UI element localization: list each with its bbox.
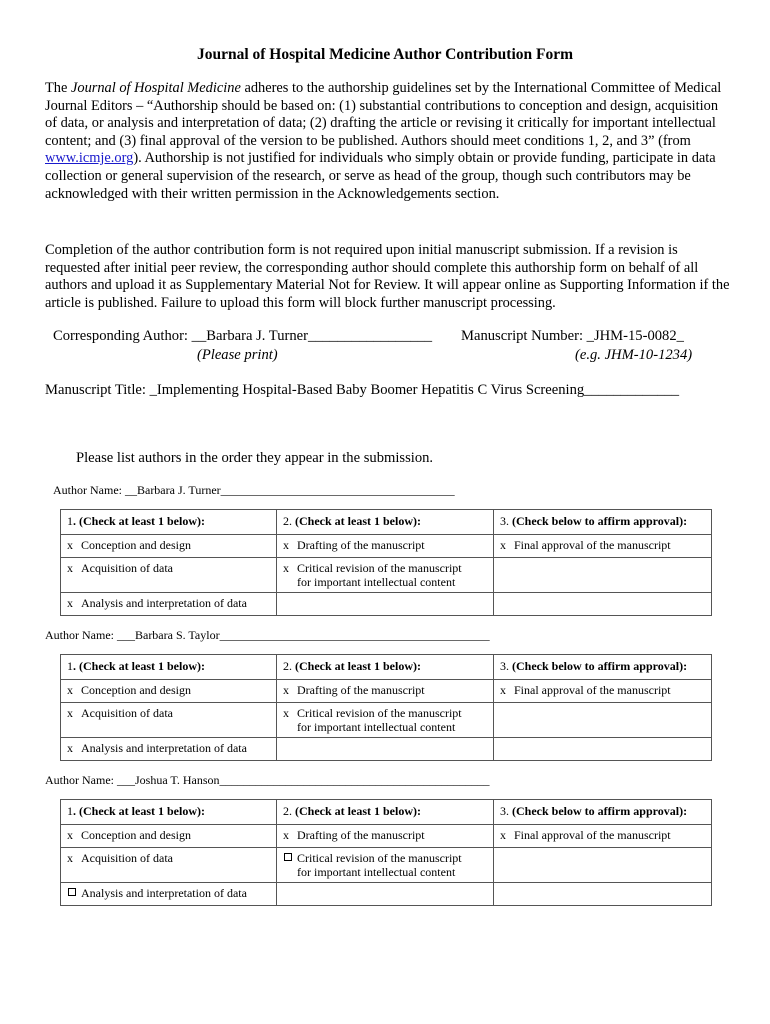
conception-label: Conception and design bbox=[81, 828, 191, 842]
conception-mark[interactable]: x bbox=[67, 828, 73, 842]
corresponding-author-line bbox=[53, 328, 432, 345]
final-approval-label: Final approval of the manuscript bbox=[514, 683, 671, 697]
please-print-hint: (Please print) bbox=[197, 347, 278, 363]
table-row bbox=[61, 558, 712, 593]
checkbox-icon[interactable] bbox=[284, 853, 292, 861]
empty-cell bbox=[494, 703, 712, 738]
final-approval-label: Final approval of the manuscript bbox=[514, 828, 671, 842]
final-approval-mark[interactable]: x bbox=[500, 538, 506, 552]
table-row bbox=[61, 825, 712, 848]
conception-cell[interactable] bbox=[61, 680, 277, 703]
conception-cell[interactable] bbox=[61, 535, 277, 558]
table-header-row bbox=[61, 655, 712, 680]
author-name-label: Author Name: bbox=[45, 773, 114, 787]
final-approval-cell[interactable] bbox=[494, 680, 712, 703]
final-approval-cell[interactable] bbox=[494, 825, 712, 848]
empty-cell bbox=[277, 738, 494, 761]
author-name-field[interactable]: ___Barbara S. Taylor_____________________________________________ bbox=[116, 628, 490, 642]
header-criterion-2: 2. (Check at least 1 below): bbox=[277, 510, 494, 535]
table-row bbox=[61, 848, 712, 883]
empty-cell bbox=[277, 883, 494, 906]
intro-prefix: The bbox=[45, 80, 71, 96]
icmje-link[interactable]: www.icmje.org bbox=[45, 150, 134, 167]
acquisition-cell[interactable] bbox=[61, 848, 277, 883]
final-approval-mark[interactable]: x bbox=[500, 683, 506, 697]
table-row bbox=[61, 883, 712, 906]
critical-revision-label: Critical revision of the manuscript bbox=[297, 706, 462, 720]
corresponding-author-label: Corresponding Author: bbox=[53, 328, 188, 344]
critical-revision-mark[interactable]: x bbox=[283, 706, 289, 720]
critical-revision-label: Critical revision of the manuscript bbox=[297, 561, 462, 575]
intro-text: adheres to the authorship guidelines set by the International Committee of Medical Journal Editors – “Authorship should be based on: (1) substantial contributions to conception and design, acquisition of data, or analysis and interpretation of data; (2) drafting the article or revising it critically for important intellectual content; and (3) final approval of the version to be published. Authors should meet conditions 1, 2, and 3” (from bbox=[45, 80, 722, 149]
acquisition-label: Acquisition of data bbox=[81, 851, 173, 865]
acquisition-label: Acquisition of data bbox=[81, 561, 173, 575]
manuscript-number-field[interactable]: _JHM-15-0082_ bbox=[586, 328, 684, 344]
author-name-line bbox=[45, 773, 490, 788]
drafting-cell[interactable] bbox=[277, 680, 494, 703]
critical-revision-mark[interactable] bbox=[283, 851, 297, 865]
acquisition-cell[interactable] bbox=[61, 558, 277, 593]
critical-revision-label-2: for important intellectual content bbox=[297, 720, 456, 734]
empty-cell bbox=[494, 558, 712, 593]
critical-revision-mark[interactable]: x bbox=[283, 561, 289, 575]
checkbox-icon[interactable] bbox=[68, 888, 76, 896]
author-contribution-table bbox=[60, 799, 712, 906]
drafting-label: Drafting of the manuscript bbox=[297, 683, 425, 697]
completion-paragraph: Completion of the author contribution form is not required upon initial manuscript submission. If a revision is requested after initial peer review, the corresponding author should complete this authorship form on behalf of all authors and upload it as Supplementary Material Not for Review. It will appear online as Supporting Information if the article is published. Failure to upload this form will block further manuscript processing. bbox=[45, 242, 730, 311]
conception-label: Conception and design bbox=[81, 683, 191, 697]
manuscript-number-line bbox=[461, 328, 684, 345]
final-approval-mark[interactable]: x bbox=[500, 828, 506, 842]
final-approval-label: Final approval of the manuscript bbox=[514, 538, 671, 552]
empty-cell bbox=[494, 883, 712, 906]
manuscript-title-label: Manuscript Title: bbox=[45, 382, 146, 398]
table-row bbox=[61, 703, 712, 738]
critical-revision-label: Critical revision of the manuscript bbox=[297, 851, 462, 865]
table-header-row bbox=[61, 510, 712, 535]
empty-cell bbox=[494, 593, 712, 616]
manuscript-title-line bbox=[45, 382, 679, 399]
authorship-guidelines-paragraph bbox=[45, 80, 730, 203]
analysis-mark[interactable] bbox=[67, 886, 81, 900]
header-criterion-3: 3. (Check below to affirm approval): bbox=[494, 655, 712, 680]
critical-revision-label-2: for important intellectual content bbox=[297, 575, 456, 589]
acquisition-mark[interactable]: x bbox=[67, 706, 73, 720]
form-title: Journal of Hospital Medicine Author Contribution Form bbox=[196, 46, 574, 63]
author-name-field[interactable]: ___Joshua T. Hanson_____________________________________________ bbox=[116, 773, 490, 787]
table-row bbox=[61, 680, 712, 703]
analysis-mark[interactable]: x bbox=[67, 596, 73, 610]
author-contribution-table bbox=[60, 654, 712, 761]
drafting-cell[interactable] bbox=[277, 825, 494, 848]
corresponding-author-field[interactable]: __Barbara J. Turner_________________ bbox=[191, 328, 433, 344]
manuscript-number-label: Manuscript Number: bbox=[461, 328, 583, 344]
header-criterion-3: 3. (Check below to affirm approval): bbox=[494, 800, 712, 825]
critical-revision-cell[interactable] bbox=[277, 558, 494, 593]
manuscript-number-hint: (e.g. JHM-10-1234) bbox=[575, 347, 693, 363]
table-row bbox=[61, 738, 712, 761]
drafting-label: Drafting of the manuscript bbox=[297, 828, 425, 842]
header-criterion-2: 2. (Check at least 1 below): bbox=[277, 655, 494, 680]
analysis-label: Analysis and interpretation of data bbox=[81, 596, 247, 610]
acquisition-mark[interactable]: x bbox=[67, 851, 73, 865]
acquisition-label: Acquisition of data bbox=[81, 706, 173, 720]
empty-cell bbox=[494, 848, 712, 883]
empty-cell bbox=[494, 738, 712, 761]
drafting-mark[interactable]: x bbox=[283, 828, 289, 842]
table-header-row bbox=[61, 800, 712, 825]
author-contribution-table bbox=[60, 509, 712, 616]
header-criterion-1: 1. (Check at least 1 below): bbox=[61, 510, 277, 535]
critical-revision-label-2: for important intellectual content bbox=[297, 865, 456, 879]
header-criterion-3: 3. (Check below to affirm approval): bbox=[494, 510, 712, 535]
acquisition-mark[interactable]: x bbox=[67, 561, 73, 575]
conception-mark[interactable]: x bbox=[67, 538, 73, 552]
author-name-line bbox=[45, 628, 490, 643]
author-name-label: Author Name: bbox=[45, 628, 114, 642]
manuscript-title-field[interactable]: _Implementing Hospital-Based Baby Boomer Hepatitis C Virus Screening_____________ bbox=[149, 382, 680, 398]
analysis-cell[interactable] bbox=[61, 883, 277, 906]
header-criterion-1: 1. (Check at least 1 below): bbox=[61, 655, 277, 680]
final-approval-cell[interactable] bbox=[494, 535, 712, 558]
journal-name: Journal of Hospital Medicine bbox=[70, 80, 241, 96]
intro-text-end: ). Authorship is not justified for individuals who simply obtain or provide funding, participate in data collection or general supervision of the research, or serve as head of the group, though such contributors may be acknowledged with their written permission in the Acknowledgements section. bbox=[45, 150, 716, 202]
analysis-cell[interactable] bbox=[61, 738, 277, 761]
analysis-mark[interactable]: x bbox=[67, 741, 73, 755]
conception-mark[interactable]: x bbox=[67, 683, 73, 697]
author-order-instruction: Please list authors in the order they appear in the submission. bbox=[76, 450, 434, 466]
drafting-cell[interactable] bbox=[277, 535, 494, 558]
analysis-label: Analysis and interpretation of data bbox=[81, 741, 247, 755]
table-row bbox=[61, 593, 712, 616]
drafting-mark[interactable]: x bbox=[283, 683, 289, 697]
critical-revision-cell[interactable] bbox=[277, 703, 494, 738]
acquisition-cell[interactable] bbox=[61, 703, 277, 738]
author-name-field[interactable]: __Barbara J. Turner_______________________________________ bbox=[124, 483, 455, 497]
drafting-label: Drafting of the manuscript bbox=[297, 538, 425, 552]
table-row bbox=[61, 535, 712, 558]
analysis-cell[interactable] bbox=[61, 593, 277, 616]
drafting-mark[interactable]: x bbox=[283, 538, 289, 552]
analysis-label: Analysis and interpretation of data bbox=[81, 886, 247, 900]
empty-cell bbox=[277, 593, 494, 616]
critical-revision-cell[interactable] bbox=[277, 848, 494, 883]
author-name-label: Author Name: bbox=[53, 483, 122, 497]
author-name-line bbox=[53, 483, 455, 498]
header-criterion-2: 2. (Check at least 1 below): bbox=[277, 800, 494, 825]
header-criterion-1: 1. (Check at least 1 below): bbox=[61, 800, 277, 825]
conception-label: Conception and design bbox=[81, 538, 191, 552]
conception-cell[interactable] bbox=[61, 825, 277, 848]
